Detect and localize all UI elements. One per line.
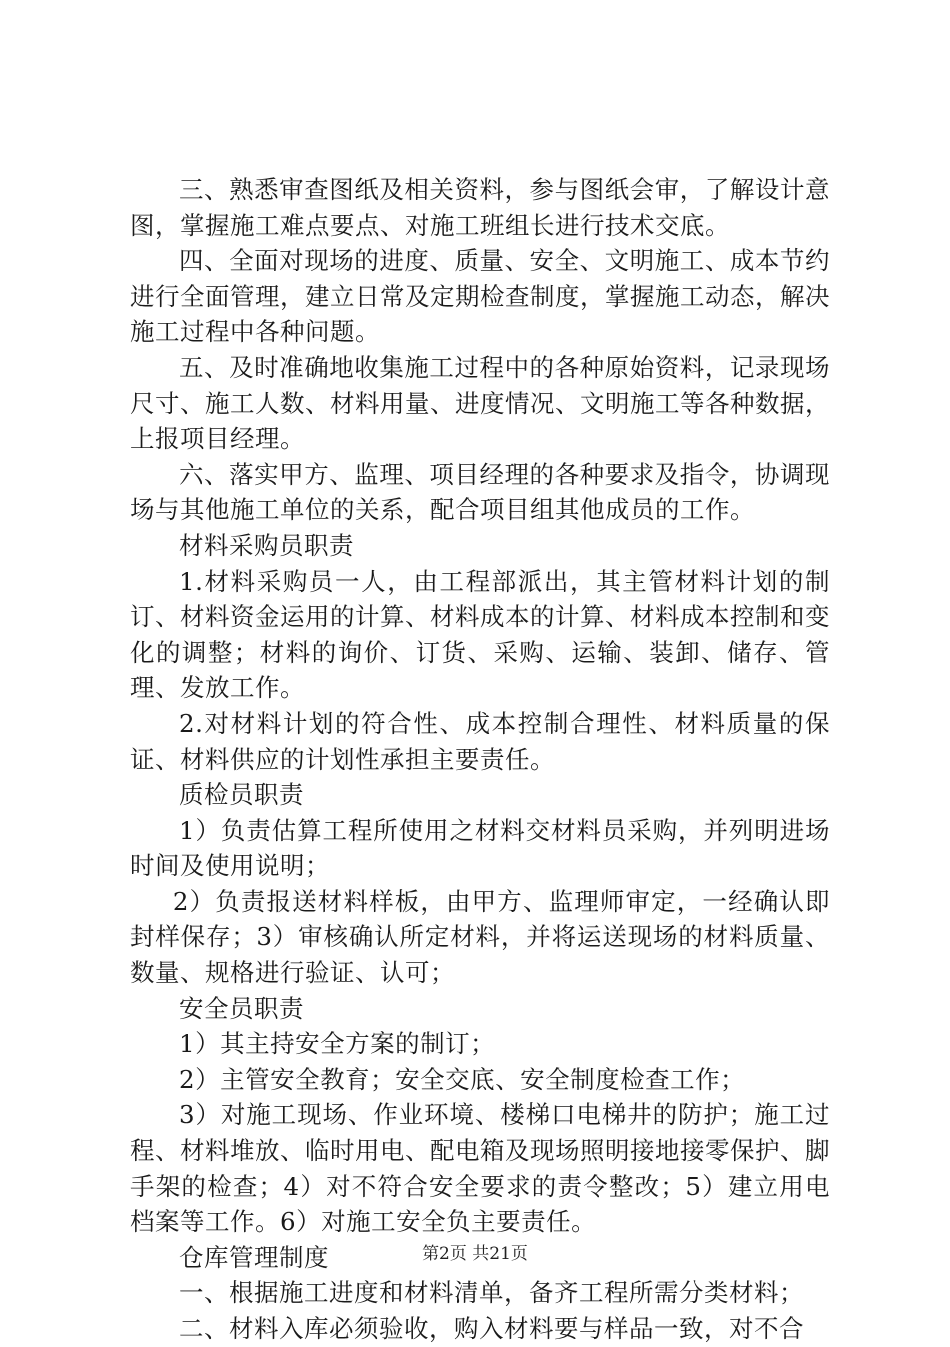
inspector-item-1: 1）负责估算工程所使用之材料交材料员采购，并列明进场时间及使用说明； <box>130 815 830 881</box>
document-body <box>130 172 830 1347</box>
safety-item-1: 1）其主持安全方案的制订； <box>179 1029 496 1059</box>
page-footer <box>0 1243 950 1265</box>
paragraph-5-records: 五、及时准确地收集施工过程中的各种原始资料，记录现场尺寸、施工人数、材料用量、进度情况、文明施工等各种数据，上报项目经理。 <box>130 352 830 454</box>
warehouse-item-1: 一、根据施工进度和材料清单，备齐工程所需分类材料； <box>179 1278 804 1308</box>
paragraph-6-coordination: 六、落实甲方、监理、项目经理的各种要求及指令，协调现场与其他施工单位的关系，配合项目组其他成员的工作。 <box>130 459 830 525</box>
page-number: 第2页 共21页 <box>422 1244 528 1264</box>
purchaser-item-1: 1.材料采购员一人，由工程部派出，其主管材料计划的制订、材料资金运用的计算、材料成本的计算、材料成本控制和变化的调整；材料的询价、订货、采购、运输、装卸、储存、管理、发放工作。 <box>130 566 830 703</box>
section-heading-safety: 安全员职责 <box>179 993 304 1023</box>
inspector-item-2: 2）负责报送材料样板，由甲方、监理师审定，一经确认即封样保存；3）审核确认所定材料，并将运送现场的材料质量、数量、规格进行验证、认可； <box>130 886 830 988</box>
purchaser-item-2: 2.对材料计划的符合性、成本控制合理性、材料质量的保证、材料供应的计划性承担主要责任。 <box>130 708 830 774</box>
warehouse-item-2: 二、材料入库必须验收，购入材料要与样品一致，对不合 <box>179 1314 804 1343</box>
section-heading-inspector: 质检员职责 <box>179 780 304 810</box>
section-heading-warehouse: 仓库管理制度 <box>179 1242 329 1272</box>
paragraph-4-management: 四、全面对现场的进度、质量、安全、文明施工、成本节约进行全面管理，建立日常及定期检查制度，掌握施工动态，解决施工过程中各种问题。 <box>130 246 830 347</box>
safety-item-2: 2）主管安全教育；安全交底、安全制度检查工作； <box>179 1064 746 1094</box>
paragraph-3-drawings: 三、熟悉审查图纸及相关资料，参与图纸会审，了解设计意图，掌握施工难点要点、对施工班组长进行技术交底。 <box>130 175 830 240</box>
section-heading-purchaser: 材料采购员职责 <box>179 530 354 560</box>
safety-item-3: 3）对施工现场、作业环境、楼梯口电梯井的防护；施工过程、材料堆放、临时用电、配电箱及现场照明接地接零保护、脚手架的检查；4）对不符合安全要求的责令整改；5）建立用电档案等工作。6）对施工安全负主要责任。 <box>130 1100 830 1237</box>
